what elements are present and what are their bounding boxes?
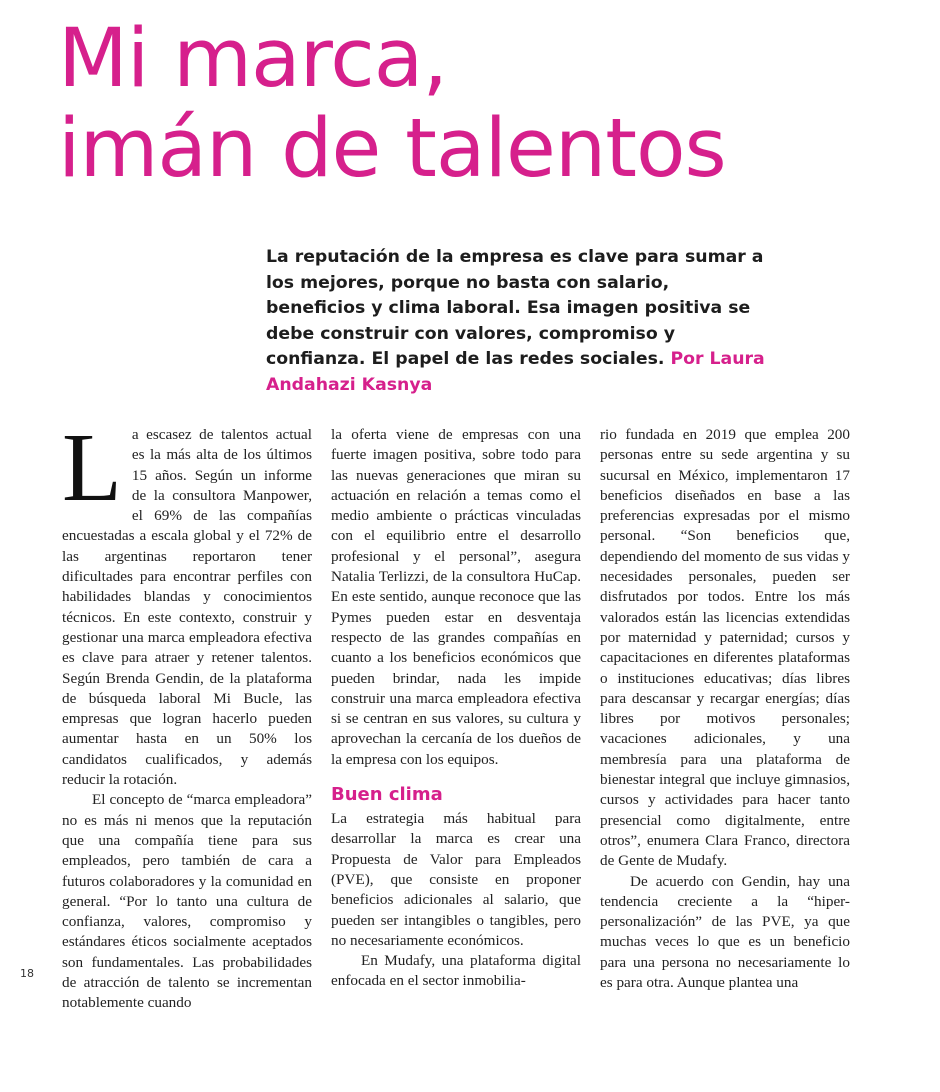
article-intro — [266, 245, 766, 398]
paragraph-5: En Mudafy, una plataforma digital enfocada en el sector inmobilia- — [331, 952, 581, 990]
paragraph-7: De acuerdo con Gendin, hay una tendencia creciente a la “hiper-personalización” de las PVE, ya que muchas veces lo que es un beneficio para una persona no necesariamente lo es para otra. Aunque plantea una — [600, 872, 850, 992]
column-1 — [62, 414, 312, 1014]
article-title — [58, 14, 928, 194]
paragraph-1-text: a escasez de talentos actual es la más alta de los últimos 15 años. Según un informe de la consultora Manpower, el 69% de las compañías encuestadas a escala global y el 72% de las argentinas reportaron tener dificultades para encontrar perfiles con habilidades blandas y conocimientos técnicos. En este contexto, construir y gestionar una marca empleadora efectiva es clave para atraer y retener talentos. Según Brenda Gendin, de la plataforma de búsqueda laboral Mi Bucle, las empresas que logran hacerlo pueden aumentar hasta en un 50% los candidatos cualificados, y además reducir la rotación. — [62, 426, 312, 789]
page-number: 18 — [20, 967, 34, 980]
section-subheading: Buen clima — [331, 784, 443, 806]
paragraph-6: rio fundada en 2019 que emplea 200 personas entre su sede argentina y su sucursal en México, implementaron 17 beneficios diseñados en base a las preferencias expresadas por el mismo personal. “Son beneficios que, dependiendo del momento de sus vidas y necesidades personales, pueden ser disfrutados por todos. Entre los más valorados están las licencias extendidas por maternidad y paternidad; cursos y capacitaciones en diferentes plataformas o instituciones educativas; días libres para descansar y recargar energías; días libres por motivos personales; vacaciones adicionales, y una membresía para una plataforma de bienestar integral que incluye gimnasios, cursos y actividades para hacer tanto presencial como digitalmente, entre otros”, enumera Clara Franco, directora de Gente de Mudafy. — [600, 426, 850, 870]
title-line-1: Mi marca, — [58, 12, 448, 106]
intro-text: La reputación de la empresa es clave para sumar a los mejores, porque no basta con salario, beneficios y clima laboral. Esa imagen positiva se debe construir con valores, compromiso y confianza. El papel de las redes sociales. — [266, 247, 764, 369]
paragraph-1 — [62, 414, 312, 790]
paragraph-4: La estrategia más habitual para desarrollar la marca es crear una Propuesta de Valor para Empleados (PVE), que consiste en proponer beneficios adicionales al salario, que pueden ser intangibles o tangibles, pero no necesariamente económicos. — [331, 810, 581, 949]
column-3 — [600, 425, 850, 993]
title-line-2: imán de talentos — [58, 102, 726, 196]
author-byline: Por Laura Andahazi Kasnya — [266, 349, 765, 395]
paragraph-2: El concepto de “marca empleadora” no es más ni menos que la reputación que una compañía tiene para sus empleados, pero también de cara a futuros colaboradores y la comunidad en general. “Por lo tanto una cultura de confianza, valores, compromiso y estándares éticos socialmente aceptados son fundamentales. Las probabilidades de atracción de talento se incrementan notablemente cuando — [62, 791, 312, 1012]
drop-cap: L — [62, 414, 122, 522]
paragraph-3: la oferta viene de empresas con una fuerte imagen positiva, sobre todo para las nuevas generaciones que miran su actuación en relación a temas como el medio ambiente o prácticas vinculadas con el equilibrio entre el desarrollo profesional y el personal”, asegura Natalia Terlizzi, de la consultora HuCap. En este sentido, aunque reconoce que las Pymes pueden estar en desventaja respecto de las grandes compañías en cuanto a los beneficios económicos que pueden brindar, nada les impide construir una marca empleadora efectiva si se centran en sus valores, su cultura y aprovechan la cercanía de los dueños de la empresa con los equipos. — [331, 426, 581, 768]
column-2 — [331, 425, 581, 992]
